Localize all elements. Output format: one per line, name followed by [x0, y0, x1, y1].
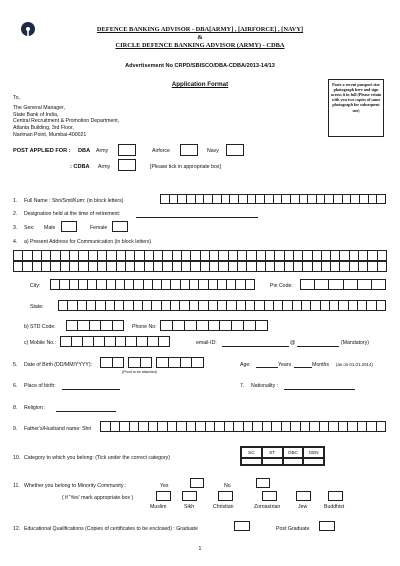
sex-label: Sex:	[24, 225, 35, 231]
age-months-label: Months	[312, 362, 330, 368]
post-cdba-army-checkbox[interactable]	[118, 159, 136, 171]
post-dba-label: DBA	[78, 148, 91, 154]
category-sc-tick[interactable]	[241, 458, 262, 465]
field-6-number: 6.	[13, 383, 18, 389]
education-label: Educational Qualifications (Copies of certificates to be enclosed) : Graduate	[24, 526, 198, 532]
minority-yes-label: Yes	[160, 483, 169, 489]
religion-line[interactable]	[56, 411, 116, 412]
email-label: email-ID:	[196, 340, 217, 346]
application-format-heading: Application Format	[171, 81, 229, 88]
page-number: 1	[198, 546, 202, 552]
tick-note: [Please tick in appropriate box]	[150, 164, 221, 170]
field-3-number: 3.	[13, 225, 18, 231]
address-boxes-row-2[interactable]	[13, 261, 387, 272]
minority-label: Whether you belong to Minority Community :	[24, 483, 127, 489]
field-11-number: 11.	[13, 483, 20, 489]
state-label: State:	[30, 304, 44, 310]
jew-label: Jew	[298, 504, 308, 510]
title-ampersand: &	[197, 34, 203, 41]
age-label: Age:	[240, 362, 251, 368]
address-to: To,	[13, 95, 20, 101]
minority-yes-checkbox[interactable]	[190, 478, 204, 488]
post-airforce-checkbox[interactable]	[180, 144, 198, 156]
category-obc: OBC	[283, 447, 304, 458]
religion-label: Religion :	[24, 405, 46, 411]
address-line1: The General Manager,	[13, 105, 65, 111]
jew-checkbox[interactable]	[296, 491, 311, 501]
post-dba-army-checkbox[interactable]	[118, 144, 136, 156]
buddhist-checkbox[interactable]	[328, 491, 343, 501]
email-domain-line[interactable]	[297, 346, 339, 347]
city-label: City:	[30, 283, 41, 289]
address-label: a) Present Address for Communication (in block letters)	[24, 239, 152, 245]
post-graduate-label: Post Graduate	[276, 526, 310, 532]
male-label: Male	[44, 225, 56, 231]
nationality-line[interactable]	[284, 389, 355, 390]
field-4-number: 4.	[13, 239, 18, 245]
std-code-label: b) STD Code:	[24, 324, 56, 330]
category-st: ST	[262, 447, 283, 458]
email-mandatory: (Mandatory)	[341, 340, 369, 346]
field-9-number: 9.	[13, 426, 18, 432]
pin-code-label: Pin Code:	[270, 283, 293, 289]
advertisement-number: Advertisement No CRPD/SBISCO/DBA-CDBA/2013-14/13	[125, 63, 275, 69]
post-airforce-label: Airforce	[152, 148, 170, 154]
female-checkbox[interactable]	[112, 221, 128, 232]
phone-boxes[interactable]	[160, 320, 268, 331]
photo-box[interactable]: Paste a recent passport size photograph here and sign across it in full (Please retain with you two copies of same photograph for subsequent use)	[328, 79, 384, 137]
form-title-line1: DEFENCE BANKING ADVISOR - DBA[ARMY] , [AIRFORCE] , [NAVY]	[96, 26, 304, 33]
address-line4: Atlanta Building, 3rd Floor,	[13, 125, 74, 131]
muslim-checkbox[interactable]	[156, 491, 171, 501]
std-code-boxes[interactable]	[66, 320, 124, 331]
post-navy-label: Navy	[207, 148, 219, 154]
post-applied-label: POST APPLIED FOR :	[13, 148, 71, 154]
pin-code-boxes[interactable]	[300, 279, 386, 290]
sikh-label: Sikh	[184, 504, 195, 510]
dob-label: Date of Birth (DD/MM/YYYY):	[24, 362, 93, 368]
field-2-number: 2.	[13, 211, 18, 217]
mobile-boxes[interactable]	[60, 336, 170, 347]
post-graduate-checkbox[interactable]	[319, 521, 335, 531]
mobile-label: c) Mobile No.:	[24, 340, 56, 346]
post-dba-army-label: Army	[96, 148, 109, 154]
place-of-birth-line[interactable]	[62, 389, 120, 390]
phone-label: Phone No:	[132, 324, 157, 330]
father-husband-boxes[interactable]	[100, 421, 386, 432]
category-sc: SC	[241, 447, 262, 458]
male-checkbox[interactable]	[61, 221, 77, 232]
field-8-number: 8.	[13, 405, 18, 411]
category-st-tick[interactable]	[262, 458, 283, 465]
email-user-line[interactable]	[222, 346, 289, 347]
age-years-line[interactable]	[256, 367, 278, 368]
category-obc-tick[interactable]	[283, 458, 304, 465]
post-cdba-label: : CDBA	[70, 164, 90, 170]
category-gen-tick[interactable]	[303, 458, 324, 465]
category-label: Category to which you belong: (Tick under the correct category)	[24, 455, 170, 461]
muslim-label: Muslim	[150, 504, 167, 510]
field-12-number: 12.	[13, 526, 21, 532]
designation-label: Designation held at the time of retirement:	[24, 211, 121, 217]
female-label: Female	[90, 225, 108, 231]
designation-line[interactable]	[136, 217, 258, 218]
sikh-checkbox[interactable]	[182, 491, 197, 501]
email-at: @	[290, 340, 296, 346]
age-as-on: (as on 01.01.2014)	[336, 362, 373, 367]
zoroastrian-checkbox[interactable]	[262, 491, 277, 501]
field-1-number: 1.	[13, 198, 18, 204]
full-name-label: Full Name : Shri/Smt/Kum: (in block letters)	[24, 198, 124, 204]
form-title-line2: CIRCLE DEFENCE BANKING ADVISOR (ARMY) - CDBA	[115, 42, 285, 49]
graduate-checkbox[interactable]	[234, 521, 250, 531]
place-of-birth-label: Place of birth:	[24, 383, 56, 389]
buddhist-label: Buddhist	[324, 504, 345, 510]
city-boxes[interactable]	[50, 279, 255, 290]
age-months-line[interactable]	[294, 367, 312, 368]
post-navy-checkbox[interactable]	[226, 144, 244, 156]
proof-note: (Proof to be attached)	[122, 370, 157, 374]
post-cdba-army-label: Army	[98, 164, 111, 170]
age-years-label: Years	[278, 362, 292, 368]
christian-checkbox[interactable]	[218, 491, 233, 501]
minority-no-label: No	[224, 483, 231, 489]
dob-year-boxes[interactable]	[156, 357, 204, 368]
minority-no-checkbox[interactable]	[256, 478, 270, 488]
minority-note: ( if 'Yes' mark appropriate box )	[62, 495, 134, 501]
nationality-label: Nationality :	[251, 383, 279, 389]
address-line3: Central Recruitment & Promotion Department,	[13, 118, 120, 124]
category-gen: GEN	[303, 447, 324, 458]
field-10-number: 10.	[13, 455, 21, 461]
dob-day-boxes[interactable]	[100, 357, 124, 368]
full-name-boxes[interactable]	[160, 194, 386, 204]
field-5-number: 5.	[13, 362, 18, 368]
dob-month-boxes[interactable]	[128, 357, 152, 368]
state-boxes[interactable]	[58, 300, 386, 311]
father-husband-label: Father's/Husband name: Shri	[24, 426, 92, 432]
address-boxes-row-1[interactable]	[13, 250, 387, 261]
field-7-number: 7.	[240, 383, 245, 389]
christian-label: Christian	[213, 504, 234, 510]
category-table[interactable]	[240, 446, 325, 466]
address-line2: State Bank of India,	[13, 112, 59, 118]
zoroastrian-label: Zoroastrian	[254, 504, 281, 510]
address-line5: Nariman Point, Mumbai-400021	[13, 132, 87, 138]
